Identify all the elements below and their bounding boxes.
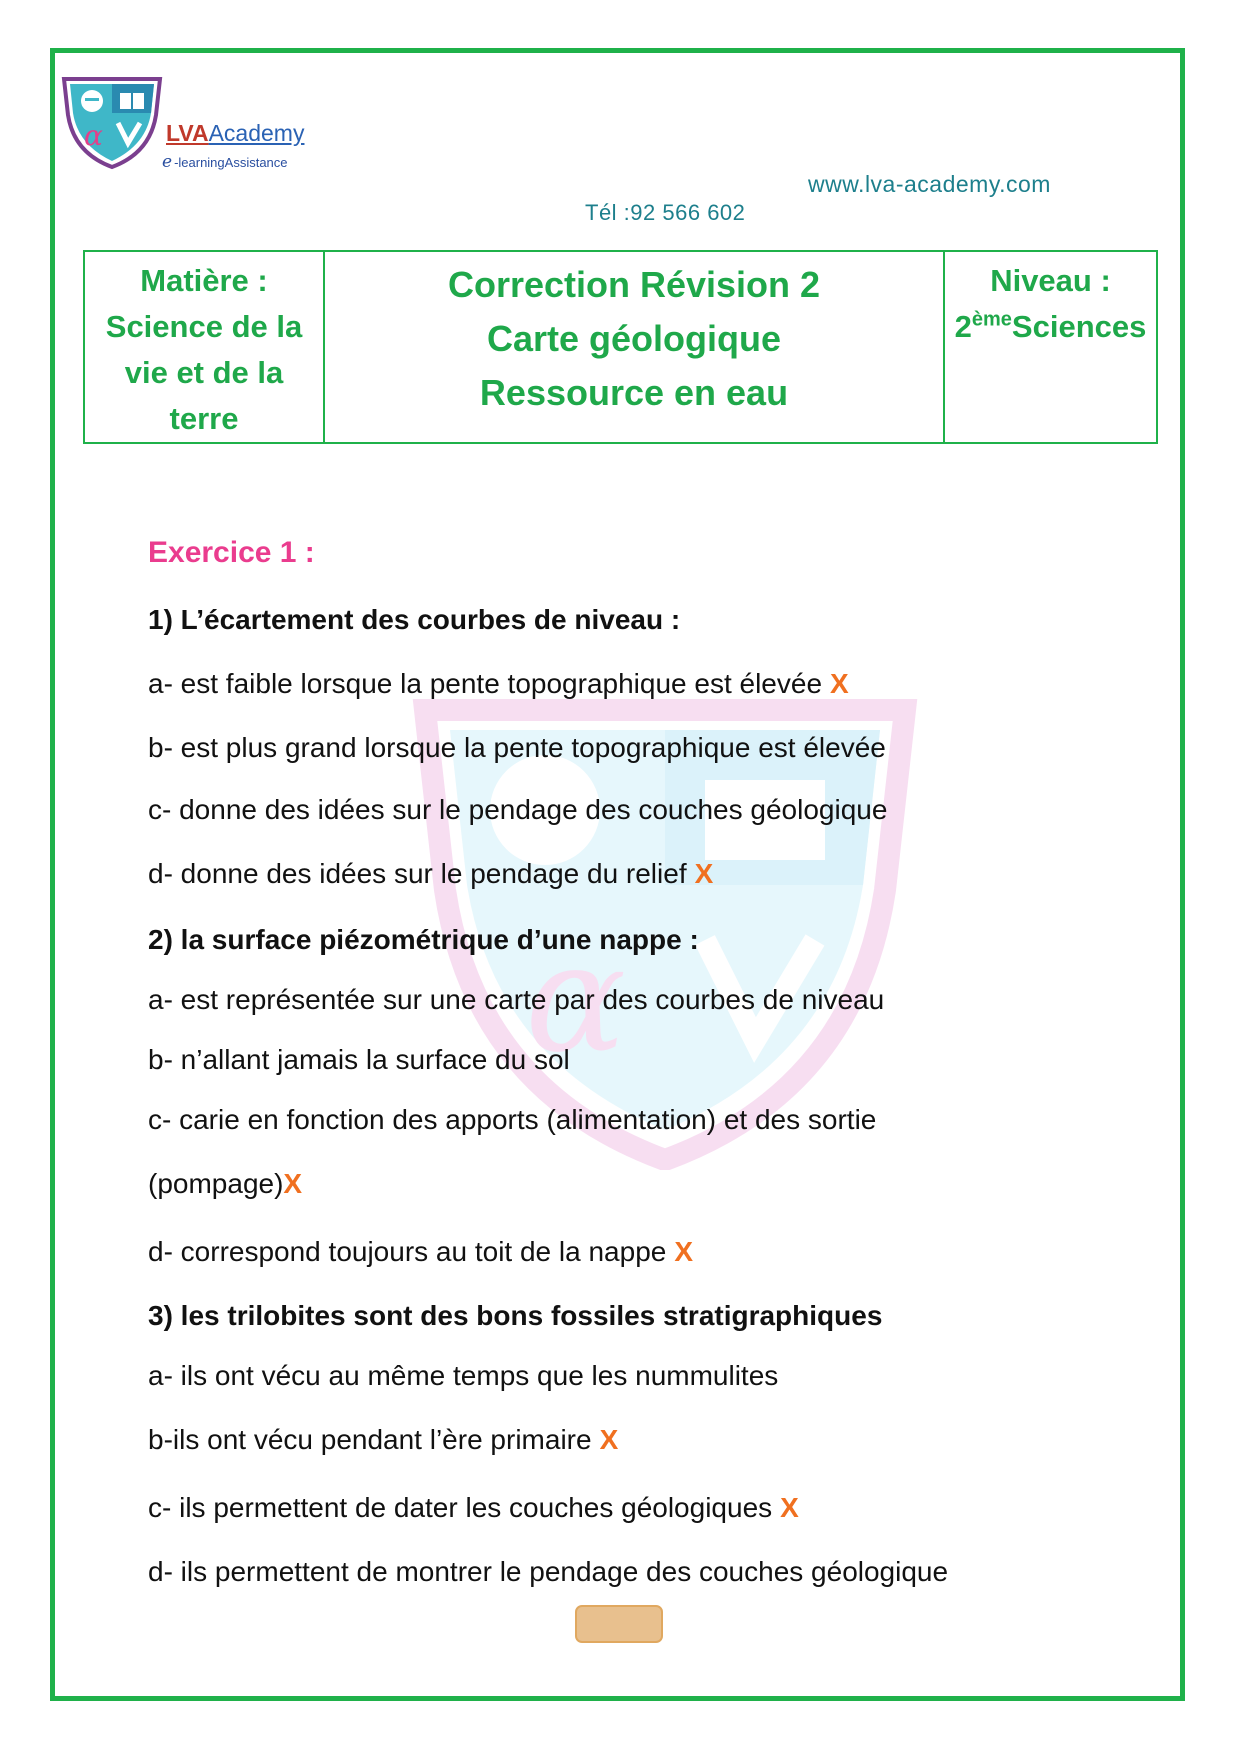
tagline-text: -learningAssistance [174,155,288,170]
subject-cell [84,251,324,443]
q2-option-c-text: (pompage) [148,1168,284,1199]
subject-line-4: terre [169,401,239,436]
website-link[interactable]: www.lva-academy.com [808,171,1051,197]
q1-d-mark: X [694,858,714,889]
exercise-title: Exercice 1 : [148,536,315,569]
level-text: Sciences [1011,309,1147,344]
q2-option-d [148,1236,693,1268]
q3-b-mark: X [599,1424,619,1455]
phone-number: Tél :92 566 602 [585,200,746,225]
subject-line-2: Science de la [105,309,303,344]
title-line-3: Ressource en eau [479,372,789,413]
q1-option-a [148,668,849,700]
q2-option-a: a- est représentée sur une carte par des courbes de niveau [148,984,885,1015]
brand-prefix: LVA [166,120,209,146]
q3-option-d: d- ils permettent de montrer le pendage des couches géologique [148,1556,949,1587]
lva-academy-logo [58,75,166,170]
svg-text:α: α [84,119,103,152]
brand-name [166,120,304,147]
subject-label: Matière : [140,263,268,298]
level-value [949,304,1152,350]
question-2: 2) la surface piézométrique d’une nappe : [148,924,699,955]
q3-option-c [148,1492,799,1524]
q3-option-c-text: c- ils permettent de dater les couches géologiques [148,1492,773,1523]
q3-option-b-text: b-ils ont vécu pendant l’ère primaire [148,1424,592,1455]
q2-c-mark: X [283,1168,303,1199]
title-line-1: Correction Révision 2 [447,264,821,305]
question-3: 3) les trilobites sont des bons fossiles stratigraphiques [148,1300,883,1331]
q1-option-b: b- est plus grand lorsque la pente topographique est élevée [148,732,886,763]
q1-option-c: c- donne des idées sur le pendage des couches géologique [148,794,888,825]
q1-a-mark: X [830,668,849,699]
q2-option-c-continued [148,1168,302,1200]
q3-c-mark: X [780,1492,799,1523]
subject-line-3: vie et de la [124,355,284,390]
info-table [83,250,1158,444]
title-line-2: Carte géologique [486,318,782,359]
level-label: Niveau : [990,263,1111,298]
q1-option-d [148,858,713,890]
level-superscript: ème [971,308,1012,331]
q3-option-b [148,1424,618,1456]
q2-option-c: c- carie en fonction des apports (alimentation) et des sortie [148,1104,877,1135]
q2-option-d-text: d- correspond toujours au toit de la nappe [148,1236,667,1267]
svg-text:α: α [525,912,627,1086]
q3-option-a: a- ils ont vécu au même temps que les nummulites [148,1360,779,1391]
tagline-e: e [162,152,173,172]
brand-tagline [162,152,288,172]
q2-option-b: b- n’allant jamais la surface du sol [148,1044,570,1075]
q2-d-mark: X [674,1236,694,1267]
q1-option-d-text: d- donne des idées sur le pendage du relief [148,858,687,889]
title-cell [324,251,944,443]
level-cell [944,251,1157,443]
level-number: 2 [954,309,972,344]
page-number-box [575,1605,663,1643]
q1-option-a-text: a- est faible lorsque la pente topographique est élevée [148,668,823,699]
question-1: 1) L’écartement des courbes de niveau : [148,604,681,635]
brand-suffix: Academy [208,120,305,146]
